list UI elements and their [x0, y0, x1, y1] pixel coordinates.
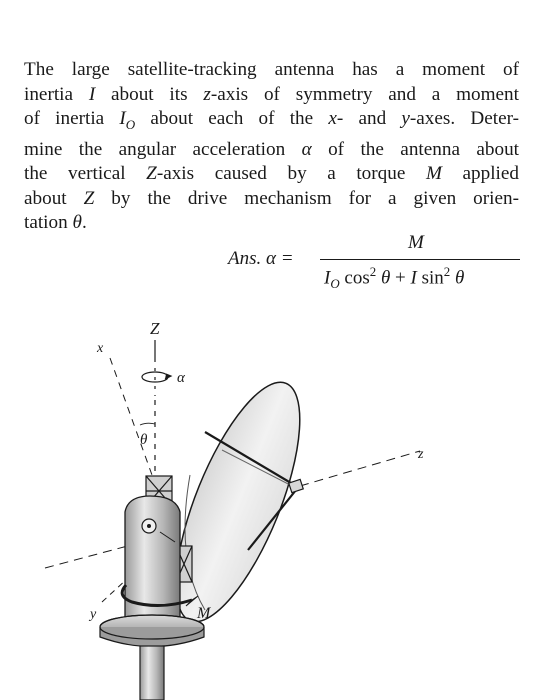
pedestal	[125, 496, 180, 618]
problem-line-2: inertia I about its z-axis of symmetry and a moment	[24, 83, 519, 105]
label-x: x	[97, 341, 104, 356]
x-axis	[110, 358, 152, 475]
problem-line-6: about Z by the drive mechanism for a given orien-	[24, 187, 519, 209]
problem-line-1: The large satellite-tracking antenna has a moment of	[24, 59, 519, 80]
label-theta: θ	[140, 432, 148, 448]
alpha-arrow	[142, 372, 171, 382]
answer-label: Ans. α =	[228, 248, 294, 269]
problem-line-7: tation θ.	[24, 212, 87, 234]
label-y: y	[90, 607, 97, 622]
problem-statement	[24, 58, 519, 236]
label-alpha: α	[177, 370, 185, 386]
label-M: M	[197, 605, 211, 622]
fraction-bar	[320, 259, 520, 260]
problem-line-4: mine the angular acceleration α of the antenna about	[24, 138, 519, 160]
answer-denominator: $I_O$ $\cos^2 \theta + I$ $\sin^2 \theta$	[324, 264, 465, 292]
label-z: z	[418, 447, 424, 462]
antenna-figure	[0, 300, 549, 700]
problem-line-3: of inertia $I_O$ about each of the x- and y-axes. Deter-	[24, 108, 519, 133]
problem-line-5: the vertical Z-axis caused by a torque M applied	[24, 163, 519, 185]
theta-arc	[140, 423, 155, 425]
z-symmetry-axis	[300, 451, 420, 486]
answer-numerator: M	[408, 232, 424, 253]
answer-block	[228, 232, 528, 292]
label-Z: Z	[150, 319, 160, 338]
base-turntable	[100, 615, 204, 700]
